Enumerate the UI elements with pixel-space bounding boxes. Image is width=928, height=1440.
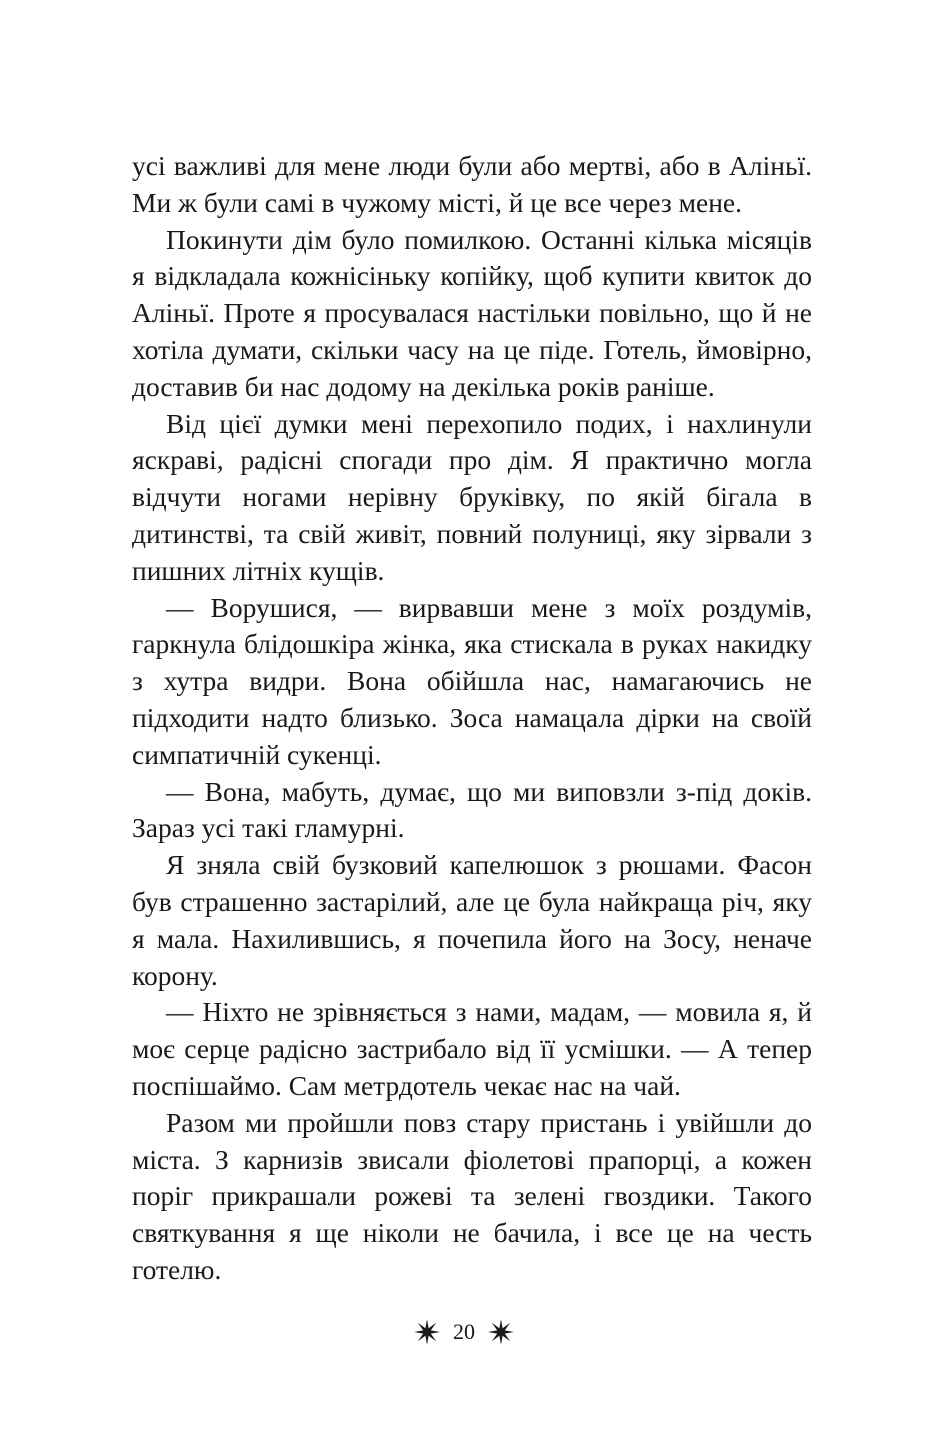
paragraph-dialogue: — Ніхто не зрівняється з нами, мадам, — мовила я, й моє серце радісно застрибало від її усмішки. — А тепер поспішаймо. Сам метрдотель чекає нас на чай.	[132, 996, 812, 1101]
paragraph: Від цієї думки мені перехопило подих, і нахлинули яскраві, радісні спогади про дім. Я практично могла відчути ногами нерівну бруківку, по якій бігала в дитинстві, та свій живіт, повний полуниці, яку зірвали з пишних літніх кущів.	[132, 407, 812, 586]
page-footer	[0, 1318, 928, 1346]
page-number: 20	[453, 1319, 475, 1344]
eight-point-star-icon	[413, 1318, 441, 1346]
paragraph-dialogue: — Ворушися, — вирвавши мене з моїх роздумів, гаркнула блідошкіра жінка, яка стискала в руках накидку з хутра видри. Вона обійшла нас, намагаючись не підходити надто близько. Зоса намацала дірки на своїй симпатичній сукенці.	[132, 591, 812, 770]
paragraph: Я зняла свій бузковий капелюшок з рюшами. Фасон був страшенно застарілий, але це була найкраща річ, яку я мала. Нахилившись, я почепила його на Зосу, неначе корону.	[132, 849, 812, 991]
paragraph: Покинути дім було помилкою. Останні кілька місяців я відкладала кожнісіньку копійку, щоб купити квиток до Аліньї. Проте я просувалася настільки повільно, що й не хотіла думати, скільки часу на це піде. Готель, ймовірно, доставив би нас додому на декілька років раніше.	[132, 223, 812, 402]
paragraph-dialogue: — Вона, мабуть, думає, що ми виповзли з-під доків. Зараз усі такі гламурні.	[132, 775, 812, 844]
paragraph: Разом ми пройшли повз стару пристань і увійшли до міста. З карнизів звисали фіолетові прапорці, а кожен поріг прикрашали рожеві та зелені гвоздики. Такого святкування я ще ніколи не бачила, і все це на честь готелю.	[132, 1106, 812, 1285]
paragraph-continued: усі важливі для мене люди були або мертві, або в Аліньї. Ми ж були самі в чужому місті, й це все через мене.	[132, 150, 812, 218]
eight-point-star-icon	[487, 1318, 515, 1346]
body-text	[132, 148, 812, 1289]
